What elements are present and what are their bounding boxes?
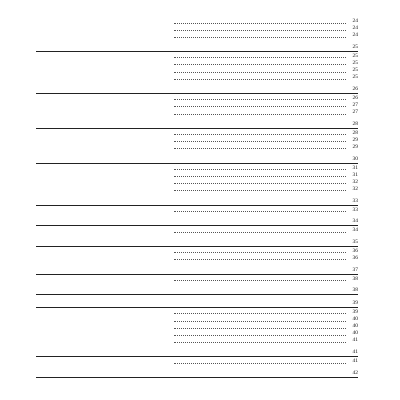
toc-page-number: 36 [352, 247, 358, 254]
dot-leader [174, 134, 346, 135]
toc-page-number: 41 [352, 349, 358, 356]
toc-heading [36, 267, 358, 275]
toc-entry [36, 255, 358, 262]
dot-leader [174, 211, 346, 212]
toc-page-number: 33 [352, 206, 358, 213]
toc-page-number: 24 [352, 18, 358, 25]
dot-leader [174, 30, 346, 31]
dot-leader [174, 252, 346, 253]
dot-leader [174, 363, 346, 364]
toc-entry [36, 74, 358, 81]
toc-page-number: 28 [352, 129, 358, 136]
dot-leader [174, 79, 346, 80]
toc-page-number: 28 [352, 120, 358, 127]
toc-heading [36, 198, 358, 206]
toc-page-number: 25 [352, 60, 358, 67]
toc-entry [36, 32, 358, 39]
dot-leader [174, 342, 346, 343]
dot-leader [174, 114, 346, 115]
toc-entry [36, 276, 358, 283]
dot-leader [174, 259, 346, 260]
toc-heading [36, 239, 358, 247]
dot-leader [174, 176, 346, 177]
document-page [36, 18, 358, 380]
toc-entry [36, 95, 358, 102]
toc-entry [36, 358, 358, 365]
toc-page-number: 34 [352, 227, 358, 234]
toc-entry [36, 206, 358, 213]
toc-entry [36, 60, 358, 67]
toc-entry [36, 18, 358, 25]
toc-page-number: 38 [352, 287, 358, 294]
toc-entry [36, 172, 358, 179]
toc-heading [36, 86, 358, 94]
toc-entry [36, 130, 358, 137]
toc-heading [36, 218, 358, 226]
toc-page-number: 39 [352, 309, 358, 316]
toc-heading [36, 300, 358, 308]
toc-entry [36, 109, 358, 116]
toc-entry [36, 165, 358, 172]
toc-page-number: 41 [352, 358, 358, 365]
toc-page-number: 25 [352, 74, 358, 81]
toc-page-number: 40 [352, 316, 358, 323]
toc-entry [36, 330, 358, 337]
table-of-contents [36, 18, 358, 378]
toc-entry [36, 25, 358, 32]
dot-leader [174, 335, 346, 336]
dot-leader [174, 183, 346, 184]
toc-entry [36, 144, 358, 151]
toc-page-number: 35 [352, 238, 358, 245]
dot-leader [174, 280, 346, 281]
dot-leader [174, 23, 346, 24]
toc-page-number: 42 [352, 369, 358, 376]
dot-leader [174, 106, 346, 107]
toc-heading [36, 121, 358, 129]
toc-page-number: 26 [352, 94, 358, 101]
toc-page-number: 25 [352, 52, 358, 59]
dot-leader [174, 169, 346, 170]
dot-leader [174, 328, 346, 329]
dot-leader [174, 232, 346, 233]
toc-page-number: 25 [352, 43, 358, 50]
dot-leader [174, 72, 346, 73]
toc-page-number: 31 [352, 171, 358, 178]
toc-heading [36, 156, 358, 164]
toc-page-number: 27 [352, 102, 358, 108]
toc-entry [36, 248, 358, 255]
toc-page-number: 24 [352, 32, 358, 39]
toc-entry [36, 137, 358, 144]
toc-page-number: 41 [352, 337, 358, 344]
toc-page-number: 32 [352, 185, 358, 192]
toc-page-number: 29 [352, 136, 358, 143]
toc-entry [36, 309, 358, 316]
toc-page-number: 26 [352, 85, 358, 92]
toc-heading [36, 44, 358, 52]
toc-page-number: 34 [352, 218, 358, 225]
dot-leader [174, 321, 346, 322]
toc-page-number: 32 [352, 178, 358, 185]
toc-entry [36, 186, 358, 193]
toc-entry [36, 102, 358, 109]
toc-page-number: 33 [352, 197, 358, 204]
toc-page-number: 27 [352, 109, 358, 116]
toc-heading [36, 287, 358, 295]
toc-page-number: 37 [352, 266, 358, 273]
toc-entry [36, 179, 358, 186]
toc-entry [36, 323, 358, 330]
dot-leader [174, 99, 346, 100]
toc-page-number: 36 [352, 255, 358, 262]
dot-leader [174, 190, 346, 191]
dot-leader [174, 57, 346, 58]
toc-entry [36, 53, 358, 60]
toc-page-number: 31 [352, 164, 358, 171]
toc-page-number: 24 [352, 25, 358, 32]
toc-page-number: 40 [352, 323, 358, 330]
toc-page-number: 30 [352, 155, 358, 162]
dot-leader [174, 37, 346, 38]
toc-page-number: 29 [352, 143, 358, 150]
dot-leader [174, 148, 346, 149]
toc-entry [36, 227, 358, 234]
toc-heading [36, 370, 358, 378]
toc-page-number: 40 [352, 330, 358, 337]
dot-leader [174, 313, 346, 314]
toc-entry [36, 67, 358, 74]
toc-page-number: 39 [352, 300, 358, 307]
dot-leader [174, 64, 346, 65]
toc-page-number: 25 [352, 67, 358, 74]
toc-entry [36, 337, 358, 344]
dot-leader [174, 141, 346, 142]
toc-page-number: 38 [352, 275, 358, 282]
toc-entry [36, 316, 358, 323]
toc-heading [36, 349, 358, 357]
